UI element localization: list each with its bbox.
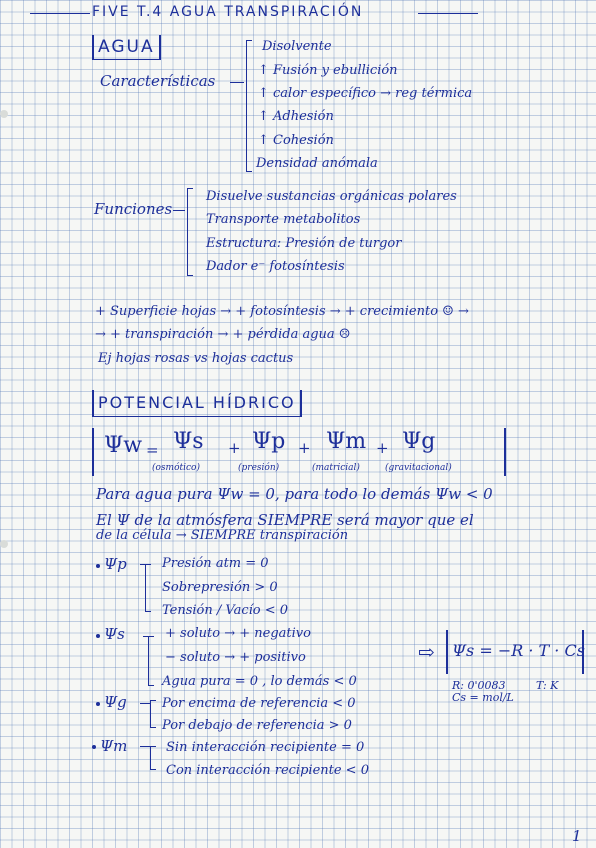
header-rule-left [30,13,90,14]
transp-line: → + transpiración → + pérdida agua ☹ [95,327,351,342]
psi-g-heading: Ψg [104,693,127,711]
bullet [96,634,100,638]
punch-hole [0,110,8,118]
plus-sign: + [376,439,389,457]
psi-p-item: Sobrepresión > 0 [162,580,278,595]
psi-m-heading: Ψm [100,737,128,755]
equals-sign: = [146,441,159,459]
psi-s: Ψs [173,429,204,454]
psi-s-item: − soluto → + positivo [165,650,306,665]
connector [140,703,150,704]
psi-g-label: (gravitacional) [385,463,452,473]
connector [140,746,150,747]
potencial-line: Para agua pura Ψw = 0, para todo lo demás Ψw < 0 [96,485,493,503]
section-heading-agua: AGUA [92,35,161,60]
funcion-item: Disuelve sustancias orgánicas polares [206,189,457,204]
plus-sign: + [228,439,241,457]
psi-p-item: Tensión / Vacío < 0 [162,603,289,618]
funcion-item: Dador e⁻ fotosíntesis [206,259,345,274]
connector [173,210,185,211]
psi-m-label: (matricial) [312,463,360,473]
header-rule-right [418,13,478,14]
psi-s-item: Agua pura = 0 , lo demás < 0 [162,674,357,689]
bullet [96,702,100,706]
brace [145,564,146,612]
funciones-label: Funciones [94,200,173,218]
agua-item: ↑ Adhesión [258,109,334,124]
formula-cs: Cs = mol/L [452,691,514,704]
psi-g: Ψg [402,429,436,454]
transp-line: Ej hojas rosas vs hojas cactus [98,351,294,366]
potencial-line: de la célula → SIEMPRE transpiración [96,528,349,543]
brace [187,188,188,276]
psi-s-heading: Ψs [104,625,125,643]
psi-p-heading: Ψp [104,555,127,573]
brace [148,636,149,686]
page-title: FIVE T.4 AGUA TRANSPIRACIÓN [92,4,364,20]
formula-r: R: 0'0083 [452,679,506,692]
transp-line: + Superficie hojas → + fotosíntesis → + crecimiento ☺ → [95,304,469,319]
agua-label: Características [100,72,216,90]
agua-item: Disolvente [262,39,332,54]
osmotic-formula: Ψs = −R · T · Cs [452,641,585,660]
brace [246,40,247,172]
connector [230,82,244,83]
plus-sign: + [298,439,311,457]
brace [150,700,151,728]
bullet [92,745,96,749]
funcion-item: Estructura: Presión de turgor [206,236,402,251]
formula-t: T: K [536,679,559,692]
agua-item: ↑ calor específico → reg térmica [258,86,473,101]
psi-m-item: Con interacción recipiente < 0 [166,763,369,778]
hollow-arrow-icon: ⇨ [418,640,435,664]
funcion-item: Transporte metabolitos [206,212,361,227]
psi-m: Ψm [326,429,367,454]
psi-w: Ψw [104,433,143,458]
psi-m-item: Sin interacción recipiente = 0 [166,740,365,755]
psi-s-label: (osmótico) [152,463,200,473]
psi-p: Ψp [252,429,286,454]
agua-item: ↑ Cohesión [258,133,334,148]
psi-g-item: Por encima de referencia < 0 [162,696,356,711]
psi-s-item: + soluto → + negativo [165,626,311,641]
agua-item: Densidad anómala [256,156,378,171]
punch-hole [0,540,8,548]
psi-g-item: Por debajo de referencia > 0 [162,718,352,733]
potencial-line: El Ψ de la atmósfera SIEMPRE será mayor que el [96,511,474,529]
page-number: 1 [572,827,582,845]
brace [150,746,151,770]
psi-p-item: Presión atm = 0 [162,556,269,571]
agua-item: ↑ Fusión y ebullición [258,63,398,78]
section-heading-potencial: POTENCIAL HÍDRICO [92,390,302,417]
bullet [96,564,100,568]
psi-p-label: (presión) [238,463,280,473]
